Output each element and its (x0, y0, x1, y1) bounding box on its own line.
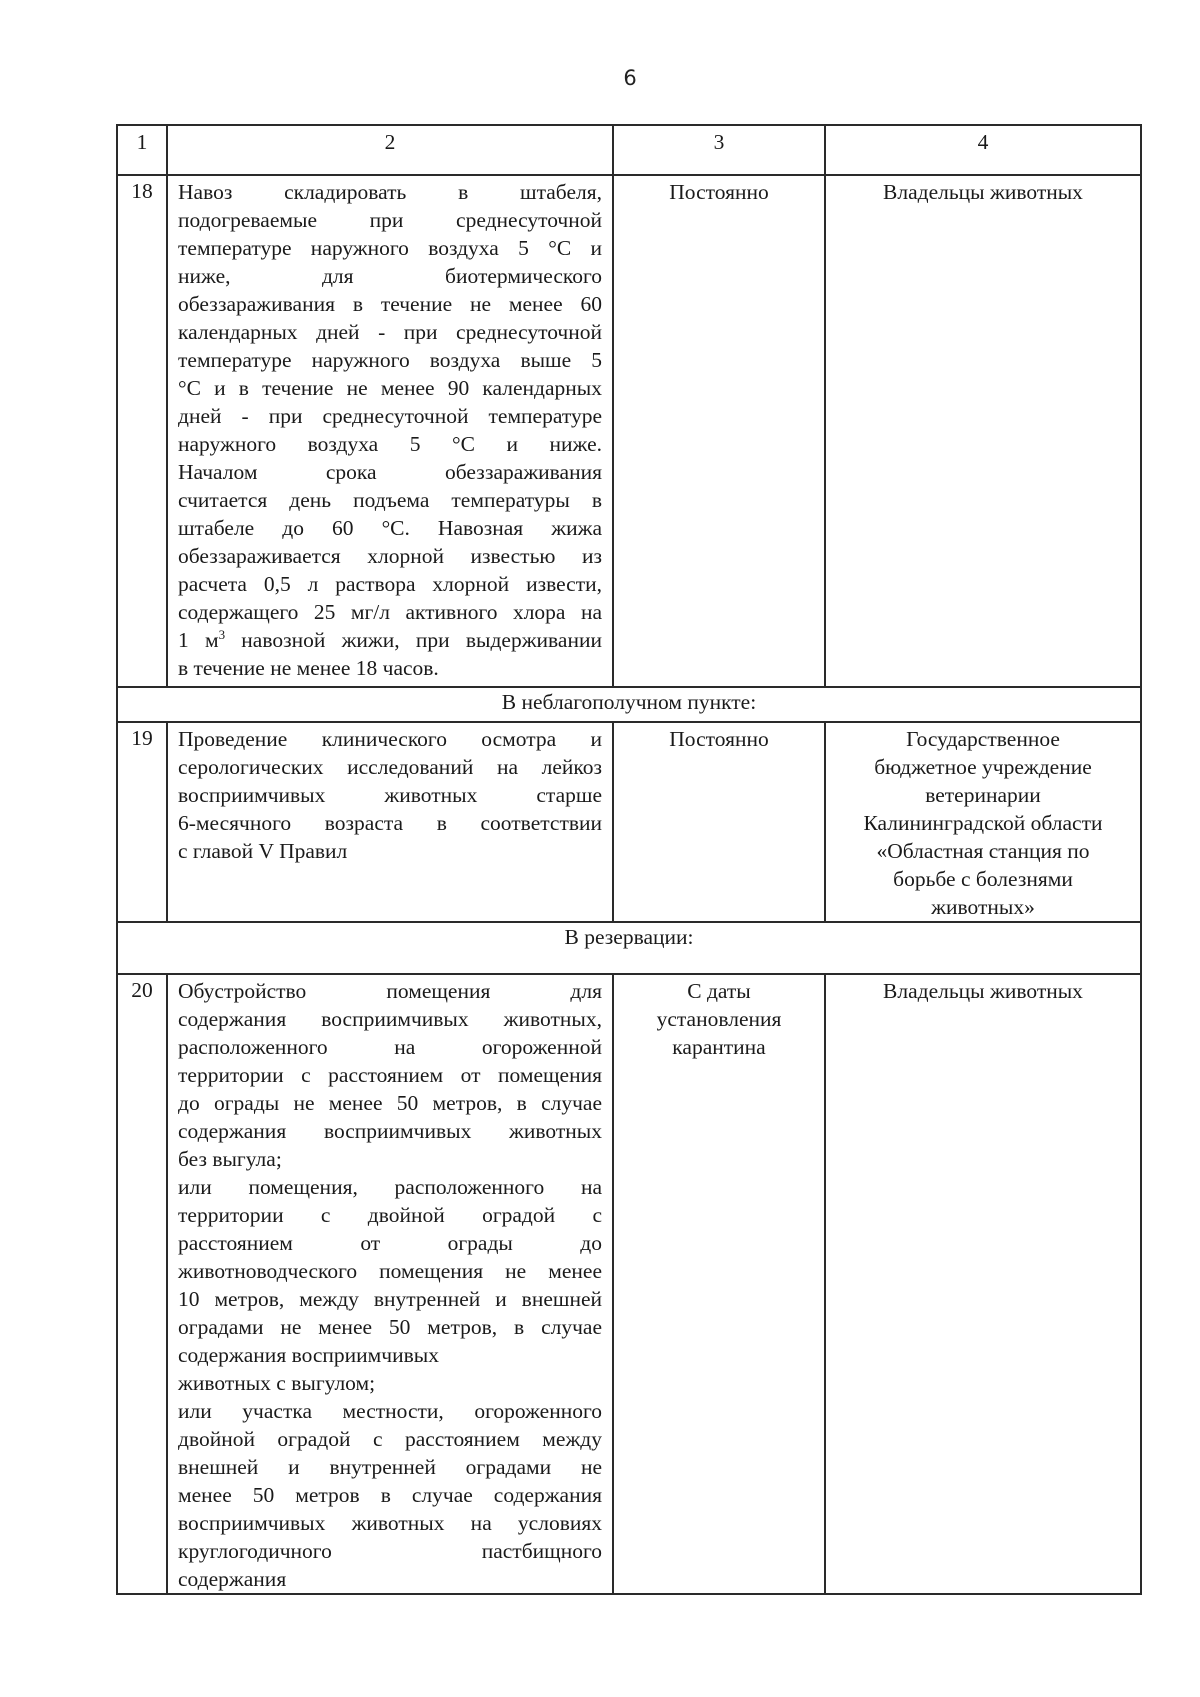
deadline: Постоянно (613, 722, 825, 922)
measure-text (167, 974, 613, 1594)
measure-line: или помещения, расположенного на (178, 1175, 602, 1199)
deadline: Постоянно (613, 175, 825, 687)
responsible: Владельцы животных (825, 175, 1141, 687)
section-heading-reservation: В резервации: (117, 922, 1141, 974)
measure-line-end: навозной жижи, при выдерживании (225, 628, 602, 652)
measure-line: до ограды не менее 50 метров, в случае (178, 1091, 602, 1115)
measure-line: °С и в течение не менее 90 календарных (178, 376, 602, 400)
deadline (613, 974, 825, 1594)
measure-text (167, 722, 613, 922)
table-header-row (117, 125, 1141, 175)
responsible-line: ветеринарии (925, 783, 1041, 807)
measure-line: температуре наружного воздуха 5 °С и (178, 236, 602, 260)
header-col-3: 3 (613, 125, 825, 175)
measure-line-start: 1 м (178, 628, 219, 652)
measure-line: расположенного на огороженной (178, 1035, 602, 1059)
measure-line: Навоз складировать в штабеля, (178, 180, 602, 204)
measure-line: расчета 0,5 л раствора хлорной извести, (178, 572, 602, 596)
measure-line: восприимчивых животных на условиях (178, 1511, 602, 1535)
measure-line: внешней и внутренней оградами не (178, 1455, 602, 1479)
measure-line: Началом срока обеззараживания (178, 460, 602, 484)
measure-text (167, 175, 613, 687)
row-number: 19 (117, 722, 167, 922)
measure-line: или участка местности, огороженного (178, 1399, 602, 1423)
measures-table (116, 124, 1142, 1595)
deadline-line: С даты (687, 979, 751, 1003)
section-row (117, 687, 1141, 722)
measure-line: содержания (178, 1567, 287, 1591)
measure-line: менее 50 метров в случае содержания (178, 1483, 602, 1507)
measure-line: восприимчивых животных старше (178, 783, 602, 807)
responsible-line: Государственное (906, 727, 1060, 751)
responsible (825, 722, 1141, 922)
measure-line: животных с выгулом; (178, 1371, 376, 1395)
measure-line: содержащего 25 мг/л активного хлора на (178, 600, 602, 624)
measure-line: содержания восприимчивых животных (178, 1119, 602, 1143)
row-number: 20 (117, 974, 167, 1594)
responsible-line: бюджетное учреждение (874, 755, 1092, 779)
measure-line: круглогодичного пастбищного (178, 1539, 602, 1563)
measure-line: двойной оградой с расстоянием между (178, 1427, 602, 1451)
table-row (117, 175, 1141, 687)
responsible-line: животных» (931, 895, 1035, 919)
page-number: 6 (623, 66, 637, 90)
header-col-1: 1 (117, 125, 167, 175)
measure-line: штабеле до 60 °С. Навозная жижа (178, 516, 602, 540)
measure-line: расстоянием от ограды до (178, 1231, 602, 1255)
section-heading-unfavorable-point: В неблагополучном пункте: (117, 687, 1141, 722)
measure-line: территории с двойной оградой с (178, 1203, 602, 1227)
measure-line: обеззараживается хлорной известью из (178, 544, 602, 568)
header-col-4: 4 (825, 125, 1141, 175)
measure-line: в течение не менее 18 часов. (178, 656, 439, 680)
measure-line: считается день подъема температуры в (178, 488, 602, 512)
measure-line: территории с расстоянием от помещения (178, 1063, 602, 1087)
table-row (117, 722, 1141, 922)
header-col-2: 2 (167, 125, 613, 175)
row-number: 18 (117, 175, 167, 687)
measure-line: 6-месячного возраста в соответствии (178, 811, 602, 835)
section-row (117, 922, 1141, 974)
measure-line: обеззараживания в течение не менее 60 (178, 292, 602, 316)
superscript: 3 (218, 626, 226, 642)
responsible-line: Калининградской области (863, 811, 1103, 835)
measure-line: содержания восприимчивых (178, 1343, 439, 1367)
measure-line: ниже, для биотермического (178, 264, 602, 288)
measure-line: Проведение клинического осмотра и (178, 727, 602, 751)
measure-line: Обустройство помещения для (178, 979, 602, 1003)
measure-line-with-superscript (178, 626, 602, 654)
measure-line: подогреваемые при среднесуточной (178, 208, 602, 232)
measure-line: с главой V Правил (178, 839, 348, 863)
measure-line: 10 метров, между внутренней и внешней (178, 1287, 602, 1311)
measure-line: оградами не менее 50 метров, в случае (178, 1315, 602, 1339)
deadline-line: установления (656, 1007, 782, 1031)
measure-line: календарных дней - при среднесуточной (178, 320, 602, 344)
measure-line: содержания восприимчивых животных, (178, 1007, 602, 1031)
measure-line: серологических исследований на лейкоз (178, 755, 602, 779)
measure-line: без выгула; (178, 1147, 282, 1171)
responsible-line: борьбе с болезнями (893, 867, 1073, 891)
responsible-line: «Областная станция по (876, 839, 1090, 863)
measure-line: животноводческого помещения не менее (178, 1259, 602, 1283)
deadline-line: карантина (672, 1035, 766, 1059)
responsible: Владельцы животных (825, 974, 1141, 1594)
measure-line: наружного воздуха 5 °С и ниже. (178, 432, 602, 456)
measure-line: дней - при среднесуточной температуре (178, 404, 602, 428)
table-row (117, 974, 1141, 1594)
measure-line: температуре наружного воздуха выше 5 (178, 348, 602, 372)
